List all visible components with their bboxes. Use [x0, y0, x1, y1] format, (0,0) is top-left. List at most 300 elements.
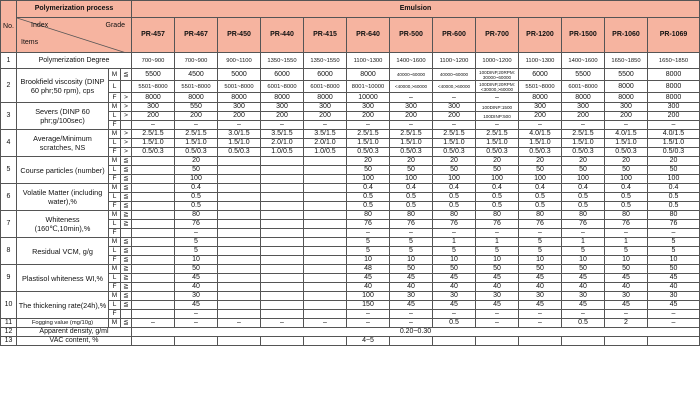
cell: – [605, 310, 648, 319]
cell: – [218, 121, 261, 130]
operator: > [121, 130, 132, 139]
cell [304, 157, 347, 166]
cell: 45 [347, 274, 390, 283]
cell: – [476, 319, 519, 328]
cell [132, 301, 175, 310]
cell [261, 166, 304, 175]
cell: 50 [175, 166, 218, 175]
operator: ≦ [121, 69, 132, 81]
cell: 8000 [605, 93, 648, 103]
cell: 48 [347, 265, 390, 274]
operator [121, 229, 132, 238]
cell [261, 247, 304, 256]
cell [132, 193, 175, 202]
cell: 40 [476, 283, 519, 292]
operator: ≦ [121, 193, 132, 202]
level-f: F [109, 229, 121, 238]
cell [132, 337, 175, 346]
cell: 300 [605, 103, 648, 112]
cell: – [390, 121, 433, 130]
cell: – [476, 310, 519, 319]
cell: – [347, 310, 390, 319]
cell: 50 [390, 265, 433, 274]
cell: 80 [347, 211, 390, 220]
cell: 30 [476, 292, 519, 301]
cell: – [433, 93, 476, 103]
cell: 30 [175, 292, 218, 301]
cell [132, 202, 175, 211]
cell: 1100~1300 [347, 53, 390, 69]
row-label: Volatile Matter (including water),% [17, 184, 109, 211]
cell: 4500 [175, 69, 218, 81]
cell: 10000 [347, 93, 390, 103]
cell: 6001~8000 [304, 81, 347, 93]
cell: 0.5 [519, 193, 562, 202]
cell: – [519, 229, 562, 238]
level-m: M [109, 265, 121, 274]
cell: 0.5 [175, 202, 218, 211]
cell: 8000 [648, 81, 700, 93]
cell: 20 [605, 157, 648, 166]
cell [218, 238, 261, 247]
cell: 4~5 [347, 337, 390, 346]
cell: 0.4 [605, 184, 648, 193]
cell: – [476, 121, 519, 130]
operator: > [121, 93, 132, 103]
cell: 30 [605, 292, 648, 301]
cell: 100 [175, 175, 218, 184]
cell [304, 337, 347, 346]
cell: – [476, 93, 519, 103]
cell: – [648, 121, 700, 130]
grade-pr-1069: PR-1069 [648, 18, 700, 53]
cell: – [132, 319, 175, 328]
cell: 10 [476, 256, 519, 265]
row-label: Residual VCM, g/g [17, 238, 109, 265]
cell: – [433, 121, 476, 130]
operator [121, 310, 132, 319]
cell: – [648, 310, 700, 319]
level-f: F [109, 148, 121, 157]
row-number: 3 [1, 103, 17, 130]
cell: 76 [476, 220, 519, 229]
cell: 0.5/0.3 [390, 148, 433, 157]
row-number: 12 [1, 328, 17, 337]
cell [261, 337, 304, 346]
level-m: M [109, 211, 121, 220]
row-number: 1 [1, 53, 17, 69]
level-f: F [109, 202, 121, 211]
cell: 45 [519, 274, 562, 283]
cell: 5500 [562, 69, 605, 81]
cell: 10 [562, 256, 605, 265]
cell [261, 292, 304, 301]
cell: 45 [476, 301, 519, 310]
cell [304, 184, 347, 193]
cell [304, 292, 347, 301]
cell: 8000 [519, 93, 562, 103]
cell: 200 [304, 112, 347, 121]
cell: – [519, 121, 562, 130]
cell [132, 175, 175, 184]
cell [648, 337, 700, 346]
cell: 8000 [175, 93, 218, 103]
cell [218, 274, 261, 283]
level-l: L [109, 301, 121, 310]
operator: ≦ [121, 175, 132, 184]
cell: – [304, 121, 347, 130]
operator: ≦ [121, 238, 132, 247]
cell: 1.5/1.0 [433, 139, 476, 148]
cell: 1 [433, 238, 476, 247]
cell: 100 [605, 175, 648, 184]
cell: 20 [175, 157, 218, 166]
cell [218, 337, 261, 346]
cell [261, 283, 304, 292]
cell: 4.0/1.5 [648, 130, 700, 139]
cell: 200 [261, 112, 304, 121]
cell: 300 [562, 103, 605, 112]
level-l: L [109, 112, 121, 121]
cell [304, 283, 347, 292]
cell [218, 229, 261, 238]
operator: ≦ [121, 301, 132, 310]
cell [218, 220, 261, 229]
cell: 10 [648, 256, 700, 265]
row-number: 10 [1, 292, 17, 319]
cell [261, 301, 304, 310]
cell: 0.4 [648, 184, 700, 193]
cell: 0.5 [347, 193, 390, 202]
cell: – [347, 229, 390, 238]
cell [132, 283, 175, 292]
cell: – [261, 121, 304, 130]
cell: 0.5 [605, 193, 648, 202]
cell: 50 [433, 265, 476, 274]
cell: 5 [648, 247, 700, 256]
cell: 1100~1300 [519, 53, 562, 69]
cell: 300 [304, 103, 347, 112]
cell: 10 [519, 256, 562, 265]
cell: 700~900 [175, 53, 218, 69]
cell: 900~1100 [218, 53, 261, 69]
cell: – [476, 229, 519, 238]
cell: 40 [519, 283, 562, 292]
cell: 0.5 [562, 193, 605, 202]
cell: 76 [562, 220, 605, 229]
cell: 40 [648, 283, 700, 292]
cell: 76 [175, 220, 218, 229]
cell [218, 193, 261, 202]
cell: 45 [175, 274, 218, 283]
row6-line-m [1, 184, 700, 193]
cell: 0.5/0.3 [433, 148, 476, 157]
cell: 0.4 [519, 184, 562, 193]
cell: 20 [648, 157, 700, 166]
cell [261, 274, 304, 283]
cell: 5000 [218, 69, 261, 81]
cell: 30 [519, 292, 562, 301]
cell [218, 301, 261, 310]
cell: 30 [433, 292, 476, 301]
cell: 100DINP:1500 [476, 103, 519, 112]
level-m: M [109, 130, 121, 139]
grade-pr-1500: PR-1500 [562, 18, 605, 53]
cell: 20 [390, 157, 433, 166]
cell: 5 [433, 247, 476, 256]
cell [304, 220, 347, 229]
cell: 8000 [562, 93, 605, 103]
cell: 100DINP,20RPM: 30000~60000 [476, 69, 519, 81]
cell: 8000 [304, 93, 347, 103]
cell: 40 [562, 283, 605, 292]
level-l: L [109, 166, 121, 175]
cell: 1400~1600 [562, 53, 605, 69]
cell [304, 229, 347, 238]
cell: 200 [390, 112, 433, 121]
cell: 2.5/1.5 [433, 130, 476, 139]
grade-label: Grade [105, 22, 125, 29]
row10-line-m [1, 292, 700, 301]
cell: 30 [390, 292, 433, 301]
cell: 100 [648, 175, 700, 184]
cell: 1350~1550 [304, 53, 347, 69]
cell: 1.5/1.0 [648, 139, 700, 148]
cell: 40 [390, 283, 433, 292]
row-number: 11 [1, 319, 17, 328]
cell: 45 [605, 301, 648, 310]
cell: – [175, 121, 218, 130]
cell: 45 [390, 301, 433, 310]
cell: 1 [476, 238, 519, 247]
cell: 8000 [347, 69, 390, 81]
row-label: Average/Minimum scratches, NS [17, 130, 109, 157]
cell: 10 [347, 256, 390, 265]
cell: 10 [390, 256, 433, 265]
cell: 0.5 [562, 319, 605, 328]
cell [132, 166, 175, 175]
cell: 700~900 [132, 53, 175, 69]
cell: 300 [218, 103, 261, 112]
cell: 50 [476, 166, 519, 175]
cell: 45 [648, 274, 700, 283]
cell: 45 [433, 301, 476, 310]
cell: – [605, 229, 648, 238]
cell: – [218, 319, 261, 328]
cell: 200 [519, 112, 562, 121]
cell: 80 [433, 211, 476, 220]
row-fogging-value [1, 319, 700, 328]
cell: 200 [433, 112, 476, 121]
cell: 100 [519, 175, 562, 184]
cell [132, 220, 175, 229]
cell: – [175, 319, 218, 328]
row-label: VAC content, % [17, 337, 132, 346]
level-l: L [109, 81, 121, 93]
cell [433, 337, 476, 346]
cell: 1.5/1.0 [562, 139, 605, 148]
cell [304, 301, 347, 310]
cell: 6001~8000 [562, 81, 605, 93]
cell: 100DINP,20RPM: <30000,>60000 [476, 81, 519, 93]
cell: 76 [605, 220, 648, 229]
cell: 50 [605, 265, 648, 274]
cell: 5 [519, 238, 562, 247]
cell [605, 337, 648, 346]
operator: ≦ [121, 202, 132, 211]
cell [390, 337, 433, 346]
cell: 5 [175, 247, 218, 256]
cell: 1 [605, 238, 648, 247]
row-number: 4 [1, 130, 17, 157]
cell: – [648, 229, 700, 238]
cell: – [390, 310, 433, 319]
no-header: No. [1, 1, 17, 53]
cell: 50 [562, 265, 605, 274]
cell [261, 211, 304, 220]
cell: <40000,>60000 [390, 81, 433, 93]
cell [304, 202, 347, 211]
cell [261, 310, 304, 319]
cell: 30 [562, 292, 605, 301]
level-l: L [109, 220, 121, 229]
cell: 5 [648, 238, 700, 247]
row4-line-m [1, 130, 700, 139]
grade-pr-1060: PR-1060 [605, 18, 648, 53]
operator: ≦ [121, 247, 132, 256]
cell: 1.5/1.0 [476, 139, 519, 148]
cell: – [175, 310, 218, 319]
cell: 100 [347, 175, 390, 184]
cell: – [347, 319, 390, 328]
cell: 2.5/1.5 [390, 130, 433, 139]
cell: 0.5/0.3 [132, 148, 175, 157]
cell: 1.5/1.0 [605, 139, 648, 148]
operator: > [121, 139, 132, 148]
operator: ≦ [121, 319, 132, 328]
cell: 0.5 [519, 202, 562, 211]
row-label: Brookfield viscosity (DINP 60 phr;50 rpm), cps [17, 69, 109, 103]
cell: 0.5 [433, 202, 476, 211]
row5-line-m [1, 157, 700, 166]
cell: 2.5/1.5 [175, 130, 218, 139]
cell: 5500 [605, 69, 648, 81]
cell: – [304, 319, 347, 328]
cell: 40 [175, 283, 218, 292]
cell: 0.5 [648, 193, 700, 202]
grade-pr-640: PR-640 [347, 18, 390, 53]
cell: 8000 [218, 93, 261, 103]
cell: 2 [605, 319, 648, 328]
cell: 80 [605, 211, 648, 220]
cell [132, 265, 175, 274]
cell: 5001~8000 [218, 81, 261, 93]
cell: 1100~1200 [433, 53, 476, 69]
cell: 40 [433, 283, 476, 292]
cell: 1000~1200 [476, 53, 519, 69]
level-m: M [109, 157, 121, 166]
operator: ≦ [121, 292, 132, 301]
level-f: F [109, 175, 121, 184]
row-label: Polymerization Degree [17, 53, 132, 69]
cell: – [605, 121, 648, 130]
cell: 0.4 [390, 184, 433, 193]
cell: 76 [347, 220, 390, 229]
level-f: F [109, 121, 121, 130]
cell [261, 202, 304, 211]
cell: 0.5/0.3 [605, 148, 648, 157]
cell [261, 157, 304, 166]
cell: 6000 [261, 69, 304, 81]
cell [132, 292, 175, 301]
cell [218, 247, 261, 256]
cell: 5 [562, 247, 605, 256]
cell [218, 166, 261, 175]
cell: 45 [476, 274, 519, 283]
row3-line-m [1, 103, 700, 112]
cell: 0.5/0.3 [175, 148, 218, 157]
cell: 300 [519, 103, 562, 112]
cell: 3.5/1.5 [261, 130, 304, 139]
cell: 76 [433, 220, 476, 229]
grade-pr-450: PR-450 [218, 18, 261, 53]
cell [304, 193, 347, 202]
cell: – [433, 229, 476, 238]
cell: – [261, 319, 304, 328]
cell [304, 310, 347, 319]
cell: 200 [132, 112, 175, 121]
cell [218, 211, 261, 220]
cell: 40 [605, 283, 648, 292]
cell: 550 [175, 103, 218, 112]
cell: 5 [390, 247, 433, 256]
cell: 100 [390, 175, 433, 184]
level-m: M [109, 319, 121, 328]
cell: 20 [347, 157, 390, 166]
cell: 8000 [132, 93, 175, 103]
cell: 8000 [648, 93, 700, 103]
operator: ≦ [121, 184, 132, 193]
row-label: Whiteness (160℃,10min),% [17, 211, 109, 238]
cell: 1350~1550 [261, 53, 304, 69]
cell: <40000,>60000 [433, 81, 476, 93]
level-m: M [109, 238, 121, 247]
cell: 0.5 [648, 202, 700, 211]
cell: 20 [476, 157, 519, 166]
cell: 0.4 [433, 184, 476, 193]
cell [261, 175, 304, 184]
cell [476, 337, 519, 346]
cell: 1.5/1.0 [218, 139, 261, 148]
cell: 5 [476, 247, 519, 256]
cell: 0.5 [605, 202, 648, 211]
cell: 200 [562, 112, 605, 121]
grade-pr-1200: PR-1200 [519, 18, 562, 53]
cell: 5 [347, 247, 390, 256]
cell: 1.5/1.0 [519, 139, 562, 148]
cell: 45 [562, 274, 605, 283]
cell: 5 [347, 238, 390, 247]
cell: 6001~8000 [261, 81, 304, 93]
cell: 4.0/1.5 [605, 130, 648, 139]
level-l: L [109, 247, 121, 256]
cell [562, 337, 605, 346]
cell: 50 [519, 265, 562, 274]
cell: 0.5 [476, 202, 519, 211]
cell [261, 256, 304, 265]
cell: – [433, 310, 476, 319]
level-m: M [109, 292, 121, 301]
